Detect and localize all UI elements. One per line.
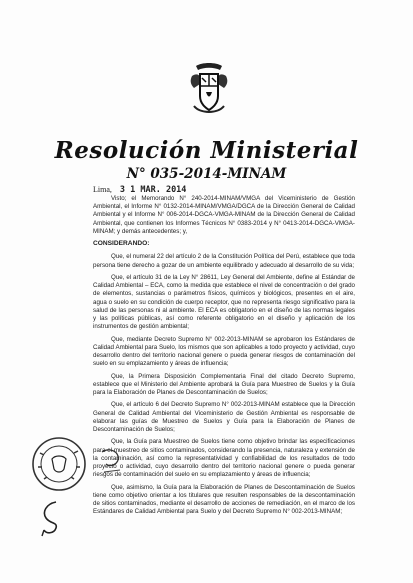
section-heading-considerando: CONSIDERANDO: [93,240,150,248]
dateline [93,185,186,195]
page-bottom-margin [0,563,413,583]
resolution-number: N° 035-2014-MINAM [126,166,287,182]
paragraph: Que, el artículo 31 de la Ley N° 28611, Ley General del Ambiente, define al Estándar de Calidad Ambiental – ECA, como la medida que establece el nivel de concentración o del grado de elementos, sustancias o parámetros físicos, químicos y biológicos, presentes en el aire, agua o suelo en su condición de cuerpo receptor, que no representa riesgo significativo para la salud de las personas ni al ambiente. El ECA es obligatorio en el diseño de las normas legales y las políticas públicas, así como referente obligatorio en el diseño y aplicación de los instrumentos de gestión ambiental; [93,274,355,331]
paragraph: Que, la Guía para Muestreo de Suelos tiene como objetivo brindar las especificaciones para el muestreo de sitios contaminados, considerando la presencia, naturaleza y extensión de la contaminación, así como la representatividad y confiabilidad de los resultados de todo proyecto o actividad, cuyo desarrollo dentro del territorio nacional genere o pueda generar riesgos de contaminación del suelo en su emplazamiento y áreas de influencia; [93,438,355,479]
paragraph: Que, mediante Decreto Supremo N° 002-2013-MINAM se aprobaron los Estándares de Calidad Ambiental para Suelo, los mismos que son aplicables a todo proyecto y actividad, cuyo desarrollo dentro del territorio nacional genere o pueda generar riesgos de contaminación del suelo en su emplazamiento y áreas de influencia; [93,335,355,368]
paragraph: Que, la Primera Disposición Complementaria Final del citado Decreto Supremo, establece que el Ministerio del Ambiente aprobará la Guía para Muestreo de Suelos y la Guía para la Elaboración de Planes de Descontaminación de Suelos; [93,372,355,397]
document-title: Resolución Ministerial [54,137,359,164]
official-seal-icon [30,435,88,493]
initial-stamp-icon [96,442,126,482]
paragraph: Que, asimismo, la Guía para la Elaboración de Planes de Descontaminación de Suelos tiene como objetivo orientar a los titulares que resulten responsables de la descontaminación de sitios contaminados, mediante el desarrollo de acciones de remediación, en el marco de los Estándares de Calidad Ambiental para Suelo y del Decreto Supremo N° 002-2013-MINAM; [93,483,355,516]
date-stamp: 3 1 MAR. 2014 [119,185,187,195]
paragraph-visto: Visto; el Memorando N° 240-2014-MINAM/VMGA del Viceministerio de Gestión Ambiental, el Informe N° 0132-2014-MINAM/VMGA/DGCA de la Dirección General de Calidad Ambiental y el Informe N° 006-2014-DGCA-VMGA-MINAM de la Dirección General de Calidad Ambiental, que contienen los Informes Técnicos N° 0383-2014 y N° 0413-2014-DGCA-VMGA-MINAM; y demás antecedentes; y, [93,195,355,235]
document-body [93,195,355,521]
paragraph: Que, el numeral 22 del artículo 2 de la Constitución Política del Perú, establece que toda persona tiene derecho a gozar de un ambiente equilibrado y adecuado al desarrollo de su vida; [93,253,355,269]
date-place: Lima, [93,185,112,194]
paragraph: Que, el artículo 6 del Decreto Supremo N° 002-2013-MINAM establece que la Dirección General de Calidad Ambiental del Viceministerio de Gestión Ambiental es responsable de elaborar las guías de Muestreo de Suelos y Guía para la Elaboración de Planes de Descontaminación de Suelos; [93,401,355,434]
signature-icon [38,498,64,538]
national-coat-of-arms-icon [188,62,230,118]
